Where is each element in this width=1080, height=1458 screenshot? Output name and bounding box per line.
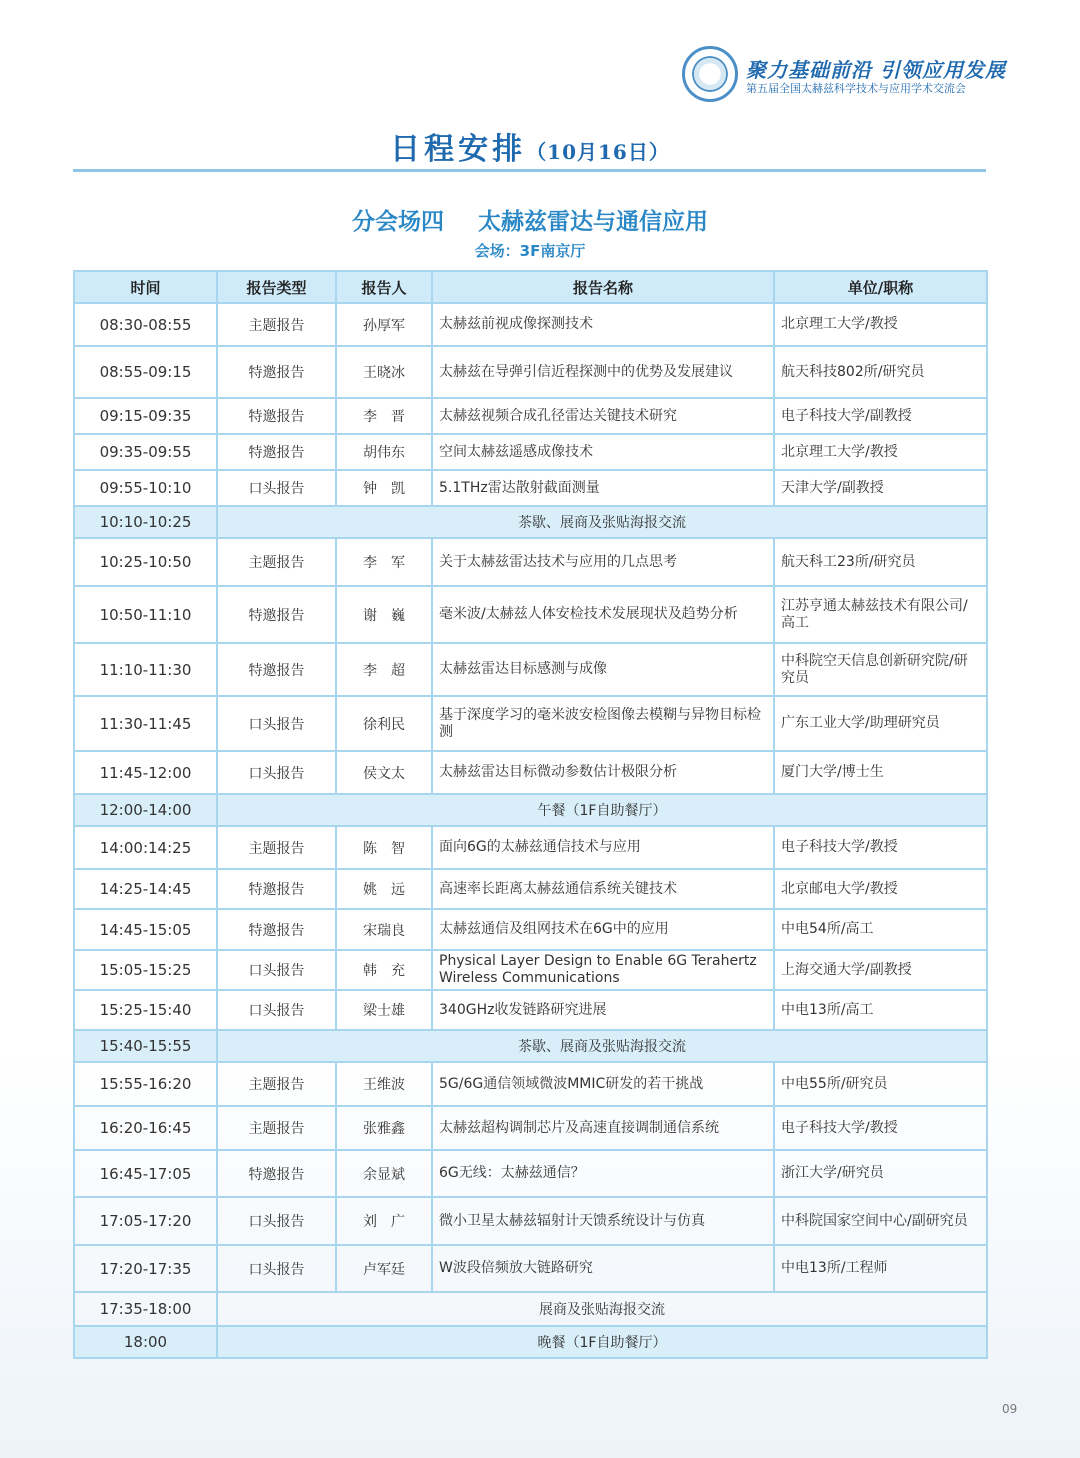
conference-slogan: 聚力基础前沿 引领应用发展 bbox=[746, 58, 1006, 82]
header-speaker: 报告人 bbox=[336, 271, 432, 303]
cell-time: 16:20-16:45 bbox=[74, 1106, 217, 1150]
table-row-break bbox=[74, 1030, 987, 1062]
table-row bbox=[74, 1150, 987, 1197]
table-row bbox=[74, 751, 987, 794]
cell-time: 11:30-11:45 bbox=[74, 696, 217, 751]
cell-title: 340GHz收发链路研究进展 bbox=[432, 990, 774, 1030]
cell-speaker: 王晓冰 bbox=[336, 346, 432, 398]
cell-title: 太赫兹雷达目标感测与成像 bbox=[432, 643, 774, 696]
cell-type: 特邀报告 bbox=[217, 1150, 336, 1197]
table-row bbox=[74, 869, 987, 909]
cell-type: 口头报告 bbox=[217, 470, 336, 506]
cell-unit: 中科院国家空间中心/副研究员 bbox=[774, 1197, 987, 1245]
cell-time: 08:55-09:15 bbox=[74, 346, 217, 398]
cell-time: 10:25-10:50 bbox=[74, 538, 217, 586]
cell-speaker: 余显斌 bbox=[336, 1150, 432, 1197]
cell-title: W波段倍频放大链路研究 bbox=[432, 1245, 774, 1292]
table-row-break bbox=[74, 506, 987, 538]
table-row bbox=[74, 643, 987, 696]
conference-name: 第五届全国太赫兹科学技术与应用学术交流会 bbox=[746, 82, 966, 95]
table-row bbox=[74, 470, 987, 506]
table-row bbox=[74, 434, 987, 470]
cell-title: 太赫兹超构调制芯片及高速直接调制通信系统 bbox=[432, 1106, 774, 1150]
cell-time: 16:45-17:05 bbox=[74, 1150, 217, 1197]
cell-speaker: 孙厚军 bbox=[336, 303, 432, 346]
cell-type: 主题报告 bbox=[217, 1062, 336, 1106]
schedule-table bbox=[73, 270, 988, 1359]
schedule-body bbox=[74, 303, 987, 1358]
cell-type: 口头报告 bbox=[217, 990, 336, 1030]
cell-note: 午餐（1F自助餐厅） bbox=[217, 794, 987, 826]
cell-speaker: 胡伟东 bbox=[336, 434, 432, 470]
cell-time: 17:35-18:00 bbox=[74, 1292, 217, 1326]
table-row bbox=[74, 990, 987, 1030]
cell-time: 14:45-15:05 bbox=[74, 909, 217, 950]
cell-time: 11:45-12:00 bbox=[74, 751, 217, 794]
cell-unit: 浙江大学/研究员 bbox=[774, 1150, 987, 1197]
cell-type: 特邀报告 bbox=[217, 869, 336, 909]
cell-unit: 北京理工大学/教授 bbox=[774, 303, 987, 346]
cell-type: 口头报告 bbox=[217, 1197, 336, 1245]
cell-type: 特邀报告 bbox=[217, 586, 336, 643]
cell-time: 15:55-16:20 bbox=[74, 1062, 217, 1106]
cell-title: 关于太赫兹雷达技术与应用的几点思考 bbox=[432, 538, 774, 586]
cell-type: 特邀报告 bbox=[217, 346, 336, 398]
cell-type: 口头报告 bbox=[217, 1245, 336, 1292]
cell-time: 18:00 bbox=[74, 1326, 217, 1358]
cell-note: 茶歇、展商及张贴海报交流 bbox=[217, 1030, 987, 1062]
cell-unit: 天津大学/副教授 bbox=[774, 470, 987, 506]
cell-unit: 电子科技大学/教授 bbox=[774, 1106, 987, 1150]
table-row bbox=[74, 909, 987, 950]
session-number: 分会场四 bbox=[352, 209, 444, 235]
cell-time: 10:10-10:25 bbox=[74, 506, 217, 538]
cell-time: 09:15-09:35 bbox=[74, 398, 217, 434]
cell-speaker: 梁士雄 bbox=[336, 990, 432, 1030]
cell-time: 12:00-14:00 bbox=[74, 794, 217, 826]
cell-time: 14:25-14:45 bbox=[74, 869, 217, 909]
table-row bbox=[74, 398, 987, 434]
table-row-break bbox=[74, 794, 987, 826]
cell-note: 展商及张贴海报交流 bbox=[217, 1292, 987, 1326]
cell-title: 面向6G的太赫兹通信技术与应用 bbox=[432, 826, 774, 869]
cell-time: 10:50-11:10 bbox=[74, 586, 217, 643]
cell-speaker: 李 军 bbox=[336, 538, 432, 586]
cell-title: 太赫兹雷达目标微动参数估计极限分析 bbox=[432, 751, 774, 794]
table-row bbox=[74, 696, 987, 751]
cell-title: 毫米波/太赫兹人体安检技术发展现状及趋势分析 bbox=[432, 586, 774, 643]
cell-unit: 航天科技802所/研究员 bbox=[774, 346, 987, 398]
header-unit: 单位/职称 bbox=[774, 271, 987, 303]
title-divider bbox=[73, 169, 986, 172]
cell-type: 特邀报告 bbox=[217, 434, 336, 470]
cell-speaker: 卢军廷 bbox=[336, 1245, 432, 1292]
table-row bbox=[74, 1062, 987, 1106]
cell-title: 太赫兹通信及组网技术在6G中的应用 bbox=[432, 909, 774, 950]
cell-unit: 中科院空天信息创新研究院/研究员 bbox=[774, 643, 987, 696]
cell-unit: 电子科技大学/副教授 bbox=[774, 398, 987, 434]
cell-speaker: 李 超 bbox=[336, 643, 432, 696]
cell-title: 空间太赫兹遥感成像技术 bbox=[432, 434, 774, 470]
cell-unit: 厦门大学/博士生 bbox=[774, 751, 987, 794]
header-type: 报告类型 bbox=[217, 271, 336, 303]
table-row bbox=[74, 346, 987, 398]
cell-speaker: 宋瑞良 bbox=[336, 909, 432, 950]
cell-unit: 航天科工23所/研究员 bbox=[774, 538, 987, 586]
cell-time: 17:05-17:20 bbox=[74, 1197, 217, 1245]
session-title bbox=[0, 203, 1060, 236]
cell-title: Physical Layer Design to Enable 6G Terahertz Wireless Communications bbox=[432, 950, 774, 990]
cell-unit: 北京邮电大学/教授 bbox=[774, 869, 987, 909]
cell-type: 主题报告 bbox=[217, 826, 336, 869]
cell-speaker: 谢 巍 bbox=[336, 586, 432, 643]
page-number: 09 bbox=[1002, 1402, 1018, 1416]
cell-time: 17:20-17:35 bbox=[74, 1245, 217, 1292]
table-header-row bbox=[74, 271, 987, 303]
cell-title: 5G/6G通信领域微波MMIC研发的若干挑战 bbox=[432, 1062, 774, 1106]
cell-time: 15:05-15:25 bbox=[74, 950, 217, 990]
cell-title: 太赫兹前视成像探测技术 bbox=[432, 303, 774, 346]
cell-unit: 江苏亨通太赫兹技术有限公司/高工 bbox=[774, 586, 987, 643]
cell-note: 茶歇、展商及张贴海报交流 bbox=[217, 506, 987, 538]
cell-type: 特邀报告 bbox=[217, 398, 336, 434]
cell-title: 太赫兹视频合成孔径雷达关键技术研究 bbox=[432, 398, 774, 434]
session-venue: 会场：3F南京厅 bbox=[474, 242, 586, 260]
table-row bbox=[74, 950, 987, 990]
table-row bbox=[74, 1197, 987, 1245]
cell-unit: 电子科技大学/教授 bbox=[774, 826, 987, 869]
table-row bbox=[74, 826, 987, 869]
cell-unit: 中电13所/工程师 bbox=[774, 1245, 987, 1292]
table-row bbox=[74, 538, 987, 586]
page-title-text: 日程安排 bbox=[390, 132, 527, 167]
table-row bbox=[74, 1106, 987, 1150]
table-row-break bbox=[74, 1292, 987, 1326]
cell-time: 09:35-09:55 bbox=[74, 434, 217, 470]
cell-unit: 中电54所/高工 bbox=[774, 909, 987, 950]
cell-title: 太赫兹在导弹引信近程探测中的优势及发展建议 bbox=[432, 346, 774, 398]
table-row bbox=[74, 1245, 987, 1292]
cell-title: 高速率长距离太赫兹通信系统关键技术 bbox=[432, 869, 774, 909]
page-title bbox=[0, 124, 1060, 168]
conference-logo-icon bbox=[682, 46, 738, 102]
cell-unit: 中电13所/高工 bbox=[774, 990, 987, 1030]
cell-time: 15:25-15:40 bbox=[74, 990, 217, 1030]
cell-type: 主题报告 bbox=[217, 538, 336, 586]
cell-speaker: 姚 远 bbox=[336, 869, 432, 909]
header-title: 报告名称 bbox=[432, 271, 774, 303]
cell-speaker: 陈 智 bbox=[336, 826, 432, 869]
cell-type: 特邀报告 bbox=[217, 909, 336, 950]
cell-type: 主题报告 bbox=[217, 303, 336, 346]
header-time: 时间 bbox=[74, 271, 217, 303]
table-row bbox=[74, 303, 987, 346]
cell-speaker: 侯文太 bbox=[336, 751, 432, 794]
cell-unit: 北京理工大学/教授 bbox=[774, 434, 987, 470]
cell-type: 口头报告 bbox=[217, 696, 336, 751]
cell-speaker: 刘 广 bbox=[336, 1197, 432, 1245]
cell-time: 11:10-11:30 bbox=[74, 643, 217, 696]
table-row bbox=[74, 586, 987, 643]
cell-title: 6G无线：太赫兹通信？ bbox=[432, 1150, 774, 1197]
cell-type: 口头报告 bbox=[217, 950, 336, 990]
cell-speaker: 钟 凯 bbox=[336, 470, 432, 506]
cell-note: 晚餐（1F自助餐厅） bbox=[217, 1326, 987, 1358]
cell-speaker: 李 晋 bbox=[336, 398, 432, 434]
cell-speaker: 王维波 bbox=[336, 1062, 432, 1106]
cell-unit: 中电55所/研究员 bbox=[774, 1062, 987, 1106]
cell-title: 5.1THz雷达散射截面测量 bbox=[432, 470, 774, 506]
session-name: 太赫兹雷达与通信应用 bbox=[478, 209, 708, 235]
cell-time: 08:30-08:55 bbox=[74, 303, 217, 346]
cell-type: 口头报告 bbox=[217, 751, 336, 794]
cell-type: 主题报告 bbox=[217, 1106, 336, 1150]
cell-speaker: 韩 充 bbox=[336, 950, 432, 990]
cell-speaker: 张雅鑫 bbox=[336, 1106, 432, 1150]
page-title-date: （10月16日） bbox=[526, 140, 670, 164]
cell-speaker: 徐利民 bbox=[336, 696, 432, 751]
cell-unit: 广东工业大学/助理研究员 bbox=[774, 696, 987, 751]
cell-unit: 上海交通大学/副教授 bbox=[774, 950, 987, 990]
table-row-break bbox=[74, 1326, 987, 1358]
cell-time: 15:40-15:55 bbox=[74, 1030, 217, 1062]
cell-title: 微小卫星太赫兹辐射计天馈系统设计与仿真 bbox=[432, 1197, 774, 1245]
cell-time: 09:55-10:10 bbox=[74, 470, 217, 506]
cell-time: 14:00:14:25 bbox=[74, 826, 217, 869]
cell-title: 基于深度学习的毫米波安检图像去模糊与异物目标检测 bbox=[432, 696, 774, 751]
cell-type: 特邀报告 bbox=[217, 643, 336, 696]
